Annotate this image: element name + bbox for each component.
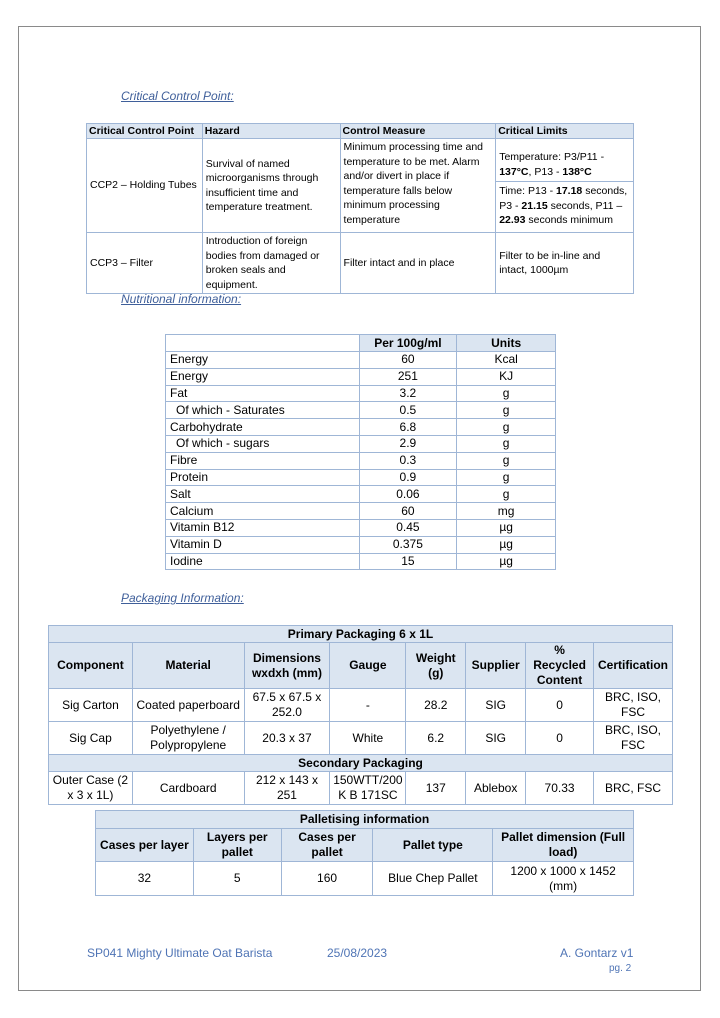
limit-text: , P13 - [528, 165, 563, 178]
nutrition-row [166, 452, 556, 469]
nutrient-unit: µg [457, 536, 556, 553]
footer-author: A. Gontarz v1 [560, 946, 634, 960]
packaging-cell: 0 [526, 689, 594, 722]
limit-value: 137 [499, 165, 517, 178]
nutrition-row [166, 536, 556, 553]
nutrient-value: 0.06 [359, 486, 457, 503]
nutrient-name: Calcium [166, 503, 360, 520]
nutrient-name: Vitamin D [166, 536, 360, 553]
nutrition-table [165, 334, 556, 570]
palletising-cell: Blue Chep Pallet [373, 862, 493, 896]
packaging-cell: Ablebox [466, 772, 526, 805]
packaging-header-cell: Weight (g) [406, 643, 466, 689]
nutrient-value: 3.2 [359, 385, 457, 402]
packaging-cell: 67.5 x 67.5 x 252.0 [244, 689, 330, 722]
ccp-row [87, 233, 634, 294]
nutrition-row [166, 385, 556, 402]
nutrient-name: Of which - Saturates [166, 402, 360, 419]
palletising-header-cell: Cases per pallet [281, 829, 373, 862]
packaging-cell: BRC, FSC [594, 772, 673, 805]
packaging-cell: BRC, ISO, FSC [594, 689, 673, 722]
nutrient-unit: g [457, 469, 556, 486]
nutrient-value: 0.45 [359, 519, 457, 536]
packaging-row [49, 772, 673, 805]
nutrition-heading: Nutritional information: [121, 292, 242, 306]
nutrition-row [166, 435, 556, 452]
ccp-hazard: Survival of named microorganisms through insufficient time and temperature treatment. [202, 139, 340, 233]
nutrient-value: 0.5 [359, 402, 457, 419]
palletising-band [96, 811, 634, 829]
packaging-cell: Cardboard [132, 772, 244, 805]
limit-value: 138 [562, 165, 580, 178]
nutrient-unit: g [457, 452, 556, 469]
packaging-header-cell: Certification [594, 643, 673, 689]
limit-text: Time: P13 - [499, 185, 556, 198]
nutrition-row [166, 503, 556, 520]
packaging-cell: SIG [466, 722, 526, 755]
nutrient-name: Carbohydrate [166, 419, 360, 436]
nutrient-unit: mg [457, 503, 556, 520]
palletising-row [96, 862, 634, 896]
ccp-heading: Critical Control Point: [121, 89, 234, 103]
nutrient-value: 0.9 [359, 469, 457, 486]
packaging-row [49, 722, 673, 755]
ccp-header-cell: Critical Control Point [87, 124, 203, 139]
palletising-header-cell: Pallet dimension (Full load) [493, 829, 634, 862]
ccp-hazard: Introduction of foreign bodies from damaged or broken seals and equipment. [202, 233, 340, 294]
packaging-cell: Coated paperboard [132, 689, 244, 722]
footer-product: SP041 Mighty Ultimate Oat Barista [87, 946, 273, 960]
nutrition-row [166, 486, 556, 503]
palletising-title: Palletising information [96, 811, 634, 829]
packaging-cell: 0 [526, 722, 594, 755]
packaging-heading: Packaging Information: [121, 591, 244, 605]
palletising-table [95, 810, 634, 896]
nutrient-value: 60 [359, 503, 457, 520]
limit-text: seconds, P3 - [499, 185, 628, 212]
nutrient-name: Salt [166, 486, 360, 503]
nutrition-body [166, 352, 556, 570]
ccp-header-cell: Control Measure [340, 124, 496, 139]
packaging-header-cell: Supplier [466, 643, 526, 689]
nutrient-name: Vitamin B12 [166, 519, 360, 536]
limit-text: seconds minimum [525, 214, 614, 227]
packaging-cell: 70.33 [526, 772, 594, 805]
packaging-cell: 6.2 [406, 722, 466, 755]
packaging-cell: 212 x 143 x 251 [244, 772, 330, 805]
nutrition-row [166, 368, 556, 385]
palletising-header-cell: Cases per layer [96, 829, 194, 862]
nutrient-name: Fat [166, 385, 360, 402]
primary-packaging-title: Primary Packaging 6 x 1L [49, 626, 673, 643]
packaging-table [48, 625, 673, 805]
nutrition-row [166, 469, 556, 486]
ccp-critical-limits [496, 139, 634, 233]
ccp-row [87, 139, 634, 233]
ccp-point: CCP2 – Holding Tubes [87, 139, 203, 233]
footer-page-number: pg. 2 [609, 963, 632, 974]
nutrient-name: Protein [166, 469, 360, 486]
limit-text: seconds, P11 – [547, 199, 623, 212]
packaging-cell: 20.3 x 37 [244, 722, 330, 755]
packaging-header-cell: Component [49, 643, 133, 689]
nutrient-unit: Kcal [457, 352, 556, 369]
ccp-critical-limits: Filter to be in-line and intact, 1000µm [496, 233, 634, 294]
packaging-header-row [49, 643, 673, 689]
packaging-cell: Polyethylene / Polypropylene [132, 722, 244, 755]
nutrient-value: 6.8 [359, 419, 457, 436]
limit-value: 22.93 [499, 214, 526, 227]
packaging-cell: 28.2 [406, 689, 466, 722]
nutrient-value: 2.9 [359, 435, 457, 452]
nutrition-row [166, 519, 556, 536]
nutrition-header-cell [166, 335, 360, 352]
packaging-cell: - [330, 689, 406, 722]
palletising-header-cell: Layers per pallet [193, 829, 281, 862]
packaging-cell: BRC, ISO, FSC [594, 722, 673, 755]
nutrient-unit: g [457, 435, 556, 452]
packaging-cell: 137 [406, 772, 466, 805]
nutrient-unit: µg [457, 553, 556, 570]
ccp-header-cell: Hazard [202, 124, 340, 139]
packaging-header-cell: Gauge [330, 643, 406, 689]
nutrition-row [166, 553, 556, 570]
nutrient-value: 0.3 [359, 452, 457, 469]
packaging-cell: Outer Case (2 x 3 x 1L) [49, 772, 133, 805]
limit-value: 17.18 [556, 185, 583, 198]
primary-packaging-band [49, 626, 673, 643]
nutrient-unit: KJ [457, 368, 556, 385]
nutrient-name: Fibre [166, 452, 360, 469]
secondary-packaging-title: Secondary Packaging [49, 755, 673, 772]
nutrient-unit: g [457, 486, 556, 503]
limit-unit: °C [579, 165, 592, 178]
packaging-cell: White [330, 722, 406, 755]
limit-unit: °C [516, 165, 529, 178]
nutrient-unit: g [457, 402, 556, 419]
nutrient-value: 251 [359, 368, 457, 385]
nutrition-row [166, 352, 556, 369]
packaging-cell: Sig Cap [49, 722, 133, 755]
nutrient-name: Of which - sugars [166, 435, 360, 452]
packaging-cell: Sig Carton [49, 689, 133, 722]
limit-text: Temperature: P3/P11 - [499, 151, 605, 164]
packaging-cell: 150WTT/200 K B 171SC [330, 772, 406, 805]
packaging-row [49, 689, 673, 722]
nutrient-name: Iodine [166, 553, 360, 570]
nutrition-header-cell: Per 100g/ml [359, 335, 457, 352]
ccp-measure: Filter intact and in place [340, 233, 496, 294]
ccp-limit-time [496, 181, 633, 230]
ccp-point: CCP3 – Filter [87, 233, 203, 294]
palletising-cell: 32 [96, 862, 194, 896]
packaging-header-cell: % Recycled Content [526, 643, 594, 689]
nutrient-value: 15 [359, 553, 457, 570]
palletising-cell: 5 [193, 862, 281, 896]
ccp-table [86, 123, 634, 294]
palletising-cell: 160 [281, 862, 373, 896]
ccp-limit-temperature [496, 141, 633, 181]
palletising-cell: 1200 x 1000 x 1452 (mm) [493, 862, 634, 896]
palletising-header-row [96, 829, 634, 862]
nutrient-unit: g [457, 385, 556, 402]
packaging-header-cell: Material [132, 643, 244, 689]
nutrient-value: 60 [359, 352, 457, 369]
nutrient-unit: g [457, 419, 556, 436]
ccp-header-row [87, 124, 634, 139]
nutrient-name: Energy [166, 368, 360, 385]
limit-value: 21.15 [521, 199, 548, 212]
nutrition-header-cell: Units [457, 335, 556, 352]
packaging-header-cell: Dimensions wxdxh (mm) [244, 643, 330, 689]
nutrient-value: 0.375 [359, 536, 457, 553]
nutrition-row [166, 419, 556, 436]
packaging-cell: SIG [466, 689, 526, 722]
nutrition-row [166, 402, 556, 419]
ccp-header-cell: Critical Limits [496, 124, 634, 139]
footer-date: 25/08/2023 [327, 946, 388, 960]
nutrient-name: Energy [166, 352, 360, 369]
secondary-packaging-band [49, 755, 673, 772]
nutrient-unit: µg [457, 519, 556, 536]
palletising-header-cell: Pallet type [373, 829, 493, 862]
nutrition-header-row [166, 335, 556, 352]
ccp-measure: Minimum processing time and temperature to be met. Alarm and/or divert in place if temperature falls below minimum processing temperature [340, 139, 496, 233]
